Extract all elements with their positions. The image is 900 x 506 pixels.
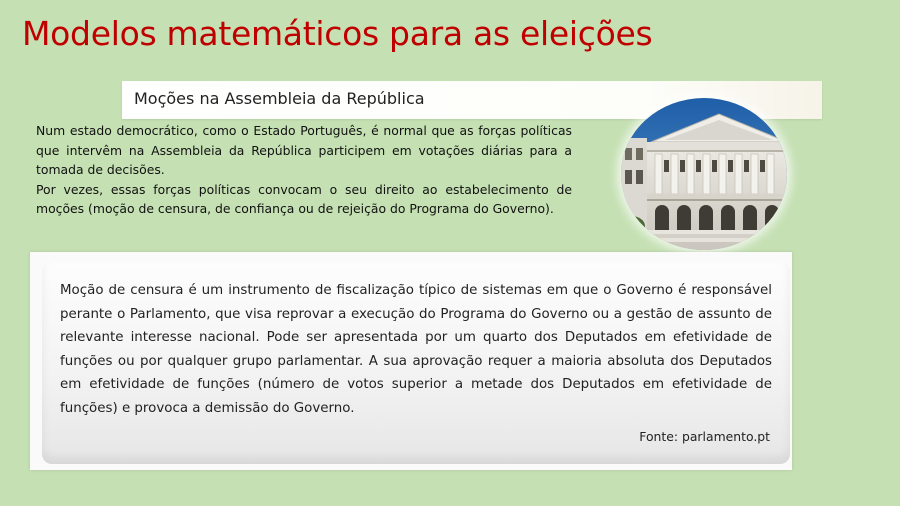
intro-text — [36, 121, 572, 219]
definition-panel — [42, 262, 790, 464]
parliament-building-photo — [621, 98, 787, 250]
page-title: Modelos matemáticos para as eleições — [22, 14, 653, 53]
intro-paragraph-1: Num estado democrático, como o Estado Português, é normal que as forças políticas que intervêm na Assembleia da República participem em votações diárias para a tomada de decisões. — [36, 123, 572, 178]
definition-text: Moção de censura é um instrumento de fiscalização típico de sistemas em que o Governo é responsável perante o Parlamento, que visa reprovar a execução do Programa do Governo ou a gestão de assunto de relevante interesse nacional. Pode ser apresentada por um quarto dos Deputados em efetividade de funções ou por qualquer grupo parlamentar. A sua aprovação requer a maioria absoluta dos Deputados em efetividade de funções (número de votos superior a metade dos Deputados em efetividade de funções) e provoca a demissão do Governo. — [60, 283, 772, 416]
source-citation: Fonte: parlamento.pt — [639, 429, 770, 444]
section-title: Moções na Assembleia da República — [134, 89, 425, 108]
intro-paragraph-2: Por vezes, essas forças políticas convocam o seu direito ao estabelecimento de moções (moção de censura, de confiança ou de rejeição do Programa do Governo). — [36, 181, 572, 217]
